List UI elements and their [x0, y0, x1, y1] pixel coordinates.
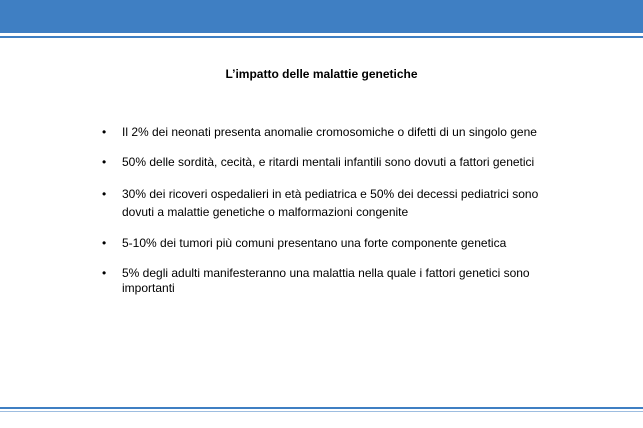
- bullet-icon: •: [102, 187, 107, 201]
- bullet-icon: •: [102, 236, 107, 250]
- list-item: [100, 125, 540, 140]
- bottom-divider-line-light: [0, 411, 643, 412]
- list-item: [100, 236, 540, 251]
- bullet-text: 5-10% dei tumori più comuni presentano una forte componente genetica: [122, 236, 507, 250]
- bullet-icon: •: [102, 155, 107, 169]
- bullet-text: 5% degli adulti manifesteranno una malattia nella quale i fattori genetici sono importanti: [122, 266, 530, 295]
- bullet-icon: •: [102, 125, 107, 139]
- bullet-list: [100, 125, 540, 311]
- slide-title: L’impatto delle malattie genetiche: [225, 67, 418, 81]
- top-divider-line: [0, 36, 643, 38]
- bullet-icon: •: [102, 266, 107, 280]
- bullet-text: 50% delle sordità, cecità, e ritardi mentali infantili sono dovuti a fattori genetici: [122, 155, 535, 169]
- list-item: [100, 185, 540, 221]
- list-item: [100, 266, 540, 296]
- bullet-text: 30% dei ricoveri ospedalieri in età pediatrica e 50% dei decessi pediatrici sono dovuti a malattie genetiche o malformazioni congenite: [122, 187, 539, 219]
- bottom-divider-line: [0, 407, 643, 409]
- bullet-text: Il 2% dei neonati presenta anomalie cromosomiche o difetti di un singolo gene: [122, 125, 537, 139]
- list-item: [100, 155, 540, 170]
- top-header-bar: [0, 0, 643, 33]
